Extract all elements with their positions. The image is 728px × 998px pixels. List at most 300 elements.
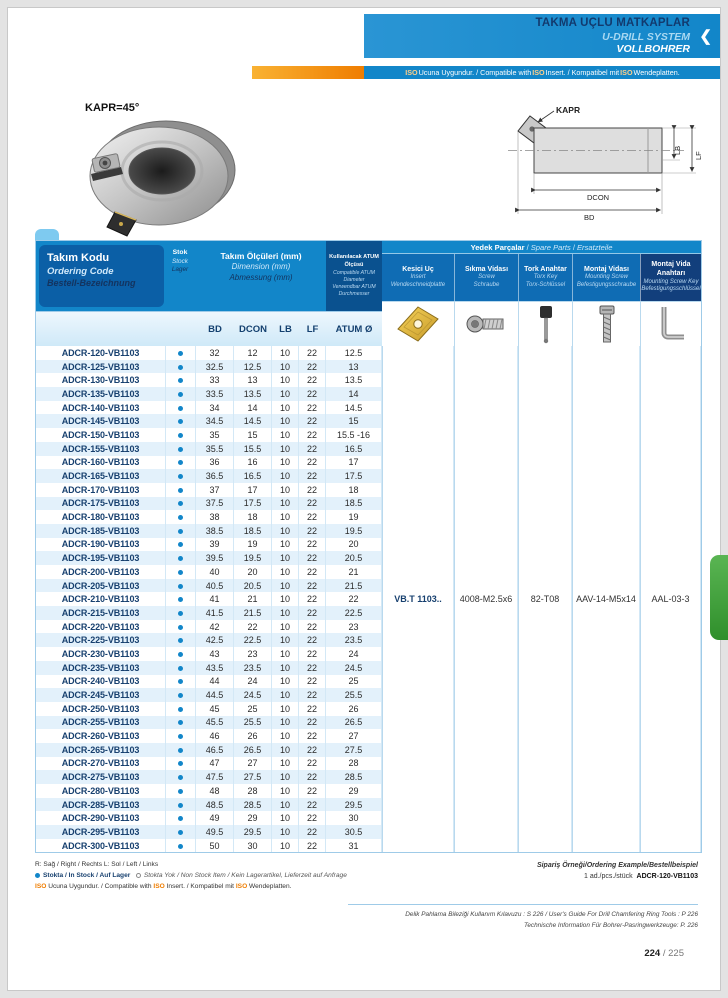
in-stock-dot <box>178 447 183 452</box>
dcon-cell: 18.5 <box>234 524 272 538</box>
iso-text-part: Wendeplatten. <box>247 882 292 890</box>
bd-cell: 38 <box>196 510 234 524</box>
stock-cell <box>166 675 196 689</box>
stock-cell <box>166 825 196 839</box>
in-stock-dot <box>178 666 183 671</box>
dcon-cell: 13 <box>234 373 272 387</box>
lb-cell: 10 <box>272 442 299 456</box>
lf-cell: 22 <box>299 647 326 661</box>
bd-cell: 49 <box>196 811 234 825</box>
in-stock-dot <box>178 556 183 561</box>
in-stock-dot <box>178 529 183 534</box>
lb-cell: 10 <box>272 524 299 538</box>
bd-cell: 35 <box>196 428 234 442</box>
stock-header-en: Stock <box>172 257 188 265</box>
lf-cell: 22 <box>299 620 326 634</box>
stock-cell <box>166 606 196 620</box>
stock-cell <box>166 483 196 497</box>
in-stock-dot <box>178 419 183 424</box>
bd-cell: 32 <box>196 346 234 360</box>
section-titles <box>535 17 690 56</box>
stock-cell <box>166 661 196 675</box>
spare-part-value: AAL-03-3 <box>640 346 701 852</box>
spare-hdr-de: Befestigungsschraube <box>576 281 637 288</box>
col-label-bd: BD <box>208 324 222 335</box>
lf-cell: 22 <box>299 346 326 360</box>
in-stock-dot <box>178 707 183 712</box>
lf-cell: 22 <box>299 770 326 784</box>
lb-cell: 10 <box>272 428 299 442</box>
table-row <box>36 346 701 360</box>
atum-cell: 28.5 <box>326 770 382 784</box>
stock-cell <box>166 757 196 771</box>
atum-cell: 14.5 <box>326 401 382 415</box>
ordering-code-cell: ADCR-245-VB1103 <box>36 688 166 702</box>
atum-header-tr: Kullanılacak ATUM Ölçüsü <box>329 254 379 268</box>
bd-cell: 45 <box>196 702 234 716</box>
atum-header-en: Compatible ATUM Diameter <box>333 269 375 283</box>
iso-word: ISO <box>235 882 248 890</box>
in-stock-dot <box>178 775 183 780</box>
lb-cell: 10 <box>272 811 299 825</box>
guide-references <box>405 910 698 932</box>
spare-hdr-en: Torx Key <box>533 274 558 281</box>
footnotes <box>35 860 455 893</box>
stock-cell <box>166 401 196 415</box>
ordering-example-label: Sipariş Örneği/Ordering Example/Bestellbeispiel <box>536 862 698 869</box>
iso-strip-text <box>364 66 720 79</box>
section-title-tr: TAKMA UÇLU MATKAPLAR <box>535 17 690 29</box>
iso-strip-orange-accent <box>252 66 364 79</box>
lf-cell: 22 <box>299 729 326 743</box>
dcon-cell: 29.5 <box>234 825 272 839</box>
lb-cell: 10 <box>272 606 299 620</box>
in-stock-dot <box>178 584 183 589</box>
dcon-cell: 17.5 <box>234 497 272 511</box>
stock-cell <box>166 456 196 470</box>
lb-cell: 10 <box>272 757 299 771</box>
stock-legend <box>35 871 455 882</box>
dcon-cell: 23.5 <box>234 661 272 675</box>
ordering-code-cell: ADCR-170-VB1103 <box>36 483 166 497</box>
stock-cell <box>166 565 196 579</box>
stock-cell <box>166 414 196 428</box>
side-note: R: Sağ / Right / Rechts L: Sol / Left / Links <box>35 861 159 868</box>
bd-cell: 41 <box>196 592 234 606</box>
lb-cell: 10 <box>272 825 299 839</box>
chevron-left-icon: ❮ <box>699 28 712 45</box>
lb-cell: 10 <box>272 565 299 579</box>
mounting-screw-icon <box>572 301 640 346</box>
dim-label-bd: BD <box>584 213 595 222</box>
lf-cell: 22 <box>299 360 326 374</box>
spare-hdr-tr: Montaj Vidası <box>584 265 629 273</box>
bd-cell: 33.5 <box>196 387 234 401</box>
lf-cell: 22 <box>299 675 326 689</box>
in-stock-dot <box>178 597 183 602</box>
stock-out-label: Stokta Yok / Non Stock Item / Kein Lagerartikel, Lieferzeit auf Anfrage <box>143 871 347 879</box>
atum-cell: 19.5 <box>326 524 382 538</box>
ordering-code-cell: ADCR-140-VB1103 <box>36 401 166 415</box>
spare-hdr-de: Schraube <box>473 281 500 288</box>
spare-part-value: VB.T 1103.. <box>382 346 454 852</box>
atum-cell: 17 <box>326 456 382 470</box>
ordering-code-cell: ADCR-240-VB1103 <box>36 675 166 689</box>
spare-hdr-tr: Tork Anahtar <box>524 265 567 273</box>
lb-cell: 10 <box>272 456 299 470</box>
in-stock-dot <box>178 625 183 630</box>
spare-parts-tr: Yedek Parçalar <box>470 242 525 252</box>
lf-cell: 22 <box>299 456 326 470</box>
bd-cell: 47.5 <box>196 770 234 784</box>
torx-key-icon <box>518 301 572 346</box>
ordering-code-header-tr: Takım Kodu <box>47 252 110 264</box>
iso-word: ISO <box>153 882 165 890</box>
dcon-cell: 14 <box>234 401 272 415</box>
in-stock-dot <box>178 542 183 547</box>
in-stock-dot <box>178 789 183 794</box>
dcon-cell: 19.5 <box>234 551 272 565</box>
lf-cell: 22 <box>299 757 326 771</box>
spare-hdr-en: Insert <box>410 274 426 281</box>
spare-col-header-mounting-screw-key <box>640 254 701 301</box>
dcon-cell: 24.5 <box>234 688 272 702</box>
atum-cell: 27 <box>326 729 382 743</box>
stock-cell <box>166 373 196 387</box>
dcon-cell: 22.5 <box>234 633 272 647</box>
dcon-cell: 18 <box>234 510 272 524</box>
non-stock-dot <box>136 873 141 878</box>
atum-cell: 24 <box>326 647 382 661</box>
dcon-cell: 27 <box>234 757 272 771</box>
atum-cell: 26.5 <box>326 716 382 730</box>
in-stock-dot <box>178 474 183 479</box>
ordering-code-cell: ADCR-260-VB1103 <box>36 729 166 743</box>
lb-cell: 10 <box>272 620 299 634</box>
ordering-example-code: ADCR-120-VB1103 <box>636 873 698 881</box>
atum-cell: 28 <box>326 757 382 771</box>
ordering-code-cell: ADCR-160-VB1103 <box>36 456 166 470</box>
atum-cell: 26 <box>326 702 382 716</box>
atum-cell: 19 <box>326 510 382 524</box>
clamp-screw-icon <box>454 301 518 346</box>
ordering-code-cell: ADCR-205-VB1103 <box>36 579 166 593</box>
lb-cell: 10 <box>272 414 299 428</box>
table-corner-tab <box>35 229 59 240</box>
lb-cell: 10 <box>272 483 299 497</box>
stock-cell <box>166 743 196 757</box>
dcon-cell: 20.5 <box>234 579 272 593</box>
ordering-code-cell: ADCR-290-VB1103 <box>36 811 166 825</box>
ordering-code-cell: ADCR-215-VB1103 <box>36 606 166 620</box>
bd-cell: 46 <box>196 729 234 743</box>
lf-cell: 22 <box>299 373 326 387</box>
ordering-code-cell: ADCR-200-VB1103 <box>36 565 166 579</box>
dcon-cell: 30 <box>234 839 272 853</box>
atum-cell: 12.5 <box>326 346 382 360</box>
ordering-example <box>537 860 698 882</box>
atum-cell: 20.5 <box>326 551 382 565</box>
stock-cell <box>166 579 196 593</box>
lf-cell: 22 <box>299 497 326 511</box>
in-stock-dot <box>178 720 183 725</box>
in-stock-dot <box>178 406 183 411</box>
lf-cell: 22 <box>299 469 326 483</box>
in-stock-dot <box>178 693 183 698</box>
spare-col-header-insert <box>382 254 454 301</box>
bd-cell: 34.5 <box>196 414 234 428</box>
dcon-cell: 28.5 <box>234 798 272 812</box>
lf-cell: 22 <box>299 688 326 702</box>
lb-cell: 10 <box>272 716 299 730</box>
bd-cell: 34 <box>196 401 234 415</box>
lf-cell: 22 <box>299 839 326 853</box>
spare-parts-en: Spare Parts <box>530 242 571 252</box>
guide-line-tr-en: Delik Pahlama Bileziği Kullanım Kılavuzu : S 226 / User's Guide For Drill Chamfering Ring Tools : P 226 <box>405 911 698 918</box>
ordering-code-cell: ADCR-180-VB1103 <box>36 510 166 524</box>
atum-cell: 22.5 <box>326 606 382 620</box>
col-label-lb: LB <box>279 324 292 335</box>
ordering-code-cell: ADCR-275-VB1103 <box>36 770 166 784</box>
dimension-column-header <box>196 241 326 311</box>
in-stock-dot <box>178 488 183 493</box>
stock-cell <box>166 428 196 442</box>
atum-cell: 13.5 <box>326 373 382 387</box>
ordering-example-line <box>537 871 698 882</box>
in-stock-dot <box>178 501 183 506</box>
stock-cell <box>166 551 196 565</box>
lf-cell: 22 <box>299 524 326 538</box>
dcon-cell: 20 <box>234 565 272 579</box>
in-stock-dot <box>178 392 183 397</box>
spare-hdr-de: Wendeschneidplatte <box>390 281 446 288</box>
iso-text-part: Wendeplatten. <box>633 68 680 77</box>
atum-header-de: Verwendbar ATUM Durchmesser <box>332 283 376 297</box>
atum-cell: 20 <box>326 538 382 552</box>
in-stock-dot <box>178 351 183 356</box>
bd-cell: 47 <box>196 757 234 771</box>
dcon-cell: 27.5 <box>234 770 272 784</box>
lb-cell: 10 <box>272 497 299 511</box>
lb-cell: 10 <box>272 401 299 415</box>
lb-cell: 10 <box>272 360 299 374</box>
stock-cell <box>166 469 196 483</box>
atum-cell: 18 <box>326 483 382 497</box>
atum-column-header <box>326 241 382 311</box>
dcon-cell: 17 <box>234 483 272 497</box>
spare-hdr-tr: Sıkma Vidası <box>464 265 509 273</box>
spare-hdr-en: Screw <box>478 274 495 281</box>
dcon-cell: 19 <box>234 538 272 552</box>
in-stock-dot <box>35 873 40 878</box>
lb-cell: 10 <box>272 702 299 716</box>
chamfer-ring-tool-image <box>63 114 263 242</box>
lb-cell: 10 <box>272 839 299 853</box>
bd-cell: 32.5 <box>196 360 234 374</box>
bd-cell: 43 <box>196 647 234 661</box>
spare-part-value: 4008-M2.5x6 <box>454 346 518 852</box>
page-number <box>644 948 684 959</box>
footer-divider <box>348 904 698 905</box>
lf-cell: 22 <box>299 798 326 812</box>
bd-cell: 36.5 <box>196 469 234 483</box>
dcon-cell: 29 <box>234 811 272 825</box>
spare-col-header-mounting-screw <box>572 254 640 301</box>
lb-cell: 10 <box>272 647 299 661</box>
dcon-cell: 16.5 <box>234 469 272 483</box>
stock-cell <box>166 770 196 784</box>
atum-cell: 13 <box>326 360 382 374</box>
lf-cell: 22 <box>299 414 326 428</box>
product-photo <box>63 96 268 244</box>
bd-cell: 48 <box>196 784 234 798</box>
ordering-code-cell: ADCR-150-VB1103 <box>36 428 166 442</box>
lf-cell: 22 <box>299 565 326 579</box>
in-stock-dot <box>178 378 183 383</box>
page-body <box>8 8 720 990</box>
lb-cell: 10 <box>272 784 299 798</box>
stock-cell <box>166 839 196 853</box>
atum-cell: 21 <box>326 565 382 579</box>
iso-word: ISO <box>620 68 633 77</box>
lf-cell: 22 <box>299 606 326 620</box>
spare-part-value: 82-T08 <box>518 346 572 852</box>
ordering-code-cell: ADCR-220-VB1103 <box>36 620 166 634</box>
bd-cell: 50 <box>196 839 234 853</box>
in-stock-dot <box>178 803 183 808</box>
bd-cell: 48.5 <box>196 798 234 812</box>
stock-cell <box>166 798 196 812</box>
lf-cell: 22 <box>299 811 326 825</box>
dimension-header-en: Dimension (mm) <box>231 262 291 272</box>
dcon-cell: 21.5 <box>234 606 272 620</box>
bd-cell: 42 <box>196 620 234 634</box>
insert-icon <box>382 301 454 346</box>
atum-cell: 15 <box>326 414 382 428</box>
dcon-cell: 24 <box>234 675 272 689</box>
stock-column-header <box>164 241 196 311</box>
separator: / <box>572 242 575 252</box>
in-stock-dot <box>178 844 183 849</box>
atum-cell: 25.5 <box>326 688 382 702</box>
dcon-cell: 26 <box>234 729 272 743</box>
lf-cell: 22 <box>299 551 326 565</box>
ordering-code-cell: ADCR-235-VB1103 <box>36 661 166 675</box>
in-stock-dot <box>178 611 183 616</box>
dcon-cell: 12.5 <box>234 360 272 374</box>
lf-cell: 22 <box>299 401 326 415</box>
ordering-code-cell: ADCR-295-VB1103 <box>36 825 166 839</box>
bd-cell: 33 <box>196 373 234 387</box>
iso-word: ISO <box>35 882 47 890</box>
lf-cell: 22 <box>299 510 326 524</box>
ordering-code-cell: ADCR-175-VB1103 <box>36 497 166 511</box>
dimension-labels-row <box>36 311 382 346</box>
lb-cell: 10 <box>272 729 299 743</box>
dcon-cell: 13.5 <box>234 387 272 401</box>
lb-cell: 10 <box>272 675 299 689</box>
stock-header-tr: Stok <box>172 249 188 256</box>
stock-cell <box>166 702 196 716</box>
bd-cell: 39.5 <box>196 551 234 565</box>
dim-label-lb: LB <box>673 145 682 155</box>
dcon-cell: 16 <box>234 456 272 470</box>
dcon-cell: 22 <box>234 620 272 634</box>
in-stock-dot <box>178 734 183 739</box>
atum-cell: 29 <box>326 784 382 798</box>
ordering-code-cell: ADCR-195-VB1103 <box>36 551 166 565</box>
bd-cell: 40.5 <box>196 579 234 593</box>
in-stock-dot <box>178 652 183 657</box>
lf-cell: 22 <box>299 538 326 552</box>
ordering-code-cell: ADCR-120-VB1103 <box>36 346 166 360</box>
in-stock-dot <box>178 433 183 438</box>
dcon-cell: 15.5 <box>234 442 272 456</box>
stock-cell <box>166 387 196 401</box>
technical-drawing <box>466 102 716 240</box>
ordering-code-cell: ADCR-225-VB1103 <box>36 633 166 647</box>
ordering-code-header-de: Bestell-Bezeichnung <box>47 277 136 288</box>
stock-cell <box>166 538 196 552</box>
section-title-en: U-DRILL SYSTEM <box>602 30 690 43</box>
iso-word: ISO <box>405 68 418 77</box>
dim-label-dcon: DCON <box>587 193 610 202</box>
ordering-code-header-en: Ordering Code <box>47 265 114 277</box>
stock-in-label: Stokta / In Stock / Auf Lager <box>43 871 131 879</box>
lb-cell: 10 <box>272 798 299 812</box>
col-label-dcon: DCON <box>239 324 267 335</box>
ordering-code-cell: ADCR-190-VB1103 <box>36 538 166 552</box>
ordering-table-rows <box>36 346 701 852</box>
ordering-code-cell: ADCR-255-VB1103 <box>36 716 166 730</box>
lf-cell: 22 <box>299 428 326 442</box>
iso-text-part: Ucuna Uygundur. / Compatible with <box>418 68 532 77</box>
atum-cell: 25 <box>326 675 382 689</box>
ordering-code-cell: ADCR-210-VB1103 <box>36 592 166 606</box>
bd-cell: 46.5 <box>196 743 234 757</box>
atum-cell: 23.5 <box>326 633 382 647</box>
lf-cell: 22 <box>299 702 326 716</box>
dim-label-lf: LF <box>694 151 703 160</box>
lb-cell: 10 <box>272 346 299 360</box>
ordering-code-cell: ADCR-285-VB1103 <box>36 798 166 812</box>
hex-key-icon <box>640 301 701 346</box>
dim-label-kapr: KAPR <box>556 105 581 115</box>
atum-cell: 14 <box>326 387 382 401</box>
iso-text-part: Insert. / Kompatibel mit <box>545 68 620 77</box>
spare-parts-de: Ersatzteile <box>576 242 613 252</box>
spare-parts-band <box>382 241 701 254</box>
spare-hdr-en: Mounting Screw Key <box>643 278 699 285</box>
atum-cell: 22 <box>326 592 382 606</box>
page-number-sep: / <box>660 948 669 959</box>
in-stock-dot <box>178 570 183 575</box>
dcon-cell: 23 <box>234 647 272 661</box>
atum-cell: 23 <box>326 620 382 634</box>
dcon-cell: 25.5 <box>234 716 272 730</box>
in-stock-dot <box>178 365 183 370</box>
ordering-code-cell: ADCR-230-VB1103 <box>36 647 166 661</box>
lf-cell: 22 <box>299 661 326 675</box>
lf-cell: 22 <box>299 743 326 757</box>
ordering-code-cell: ADCR-185-VB1103 <box>36 524 166 538</box>
atum-cell: 29.5 <box>326 798 382 812</box>
bd-cell: 45.5 <box>196 716 234 730</box>
in-stock-dot <box>178 816 183 821</box>
spare-hdr-de: Befestigungsschlüssel <box>641 286 701 293</box>
stock-cell <box>166 360 196 374</box>
stock-cell <box>166 442 196 456</box>
